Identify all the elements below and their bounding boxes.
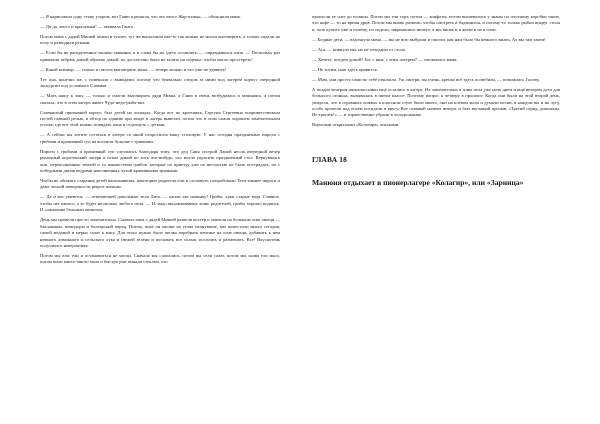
paragraph: — Хотите, поедем домой? Бог с ним, с этим лагерем? — затомилась мама.	[312, 56, 458, 62]
paragraph: — Да-да, хвост и крылушки! — закивала Ганга.	[40, 24, 134, 29]
paragraph: Потом мы ели, ели и остановиться не могли. Сначала мы слопались, потом вы сели салат, потом мы снова ели мясо, потом пили много-много окно и быстро рые пинали стеклом, что	[40, 252, 280, 265]
paragraph: — Какой кошмар, — только и смогла выговорить мама. — теперь можно и что уже не удивить!	[40, 66, 227, 72]
paragraph: — А сейчас вы хотите остаться в лагере со мной отпросился вашу столовую. У нас сегодня праздничные пироги с грибами и крапивный суп на костном бульоне с тряпками.	[40, 132, 280, 144]
paragraph: Пироги с грибами и крапивный суп случились благодаря тому, что дед Саня сестрой Ланой несла очередной вечер рыночный коротенький лагеря и искал дикий по хоть что-нибудь, что могло украсить праздничный стол. Вернувшись они, переполненные землей и со множеством грибов, которые по приезду уже по несчастью не было пострадать, по с победными двумя ведрами наполненных лухой крапивными трапками.	[40, 148, 280, 174]
paragraph: Тут она, конечно же, с повешали с выводами, потому что буквально следом за ними под лагерем корпус очередной экскурсии под условного Славика.	[40, 76, 280, 89]
paragraph: — Мать нашу к элку, — только и смогли выговорить дяди Миша, а Ганю в очень возбудилась и запинаясь, а потом сказала, что в этом лагерь живет Чудо-недо-рыба-кит.	[40, 93, 280, 105]
paragraph: — Мам, они просто сами по себе откопали. Уж смотри, вы очень, крепко всё здесь полюбили, — поможлась Гаспер.	[312, 76, 541, 82]
right-page-body	[312, 14, 560, 129]
paragraph: — Ага, — кивнула мы, но не отходили от стола.	[312, 46, 407, 52]
chapter-label: ГЛАВА 18	[312, 154, 348, 164]
paragraph: День мы провели просто замечательно. Сначала папа с дядей Мишей развели костер и запекли на большом огне овощи — баклажаны, помидоры и болгарский перец. Потом, пока он овощи на углях пахнувшие, мы поместили много сегодня, самой медовой и мерно салат к мясу. Для этого нужно было шелко перебрать печенье на огне овощи, добавить к нем немного лимонного и сельского лука и свежей зелени и посыпать все солью, посолить и размешать. Все! Вкуснотень получилась невероятная.	[40, 217, 280, 248]
right-page	[312, 14, 560, 416]
paragraph: — Я нарисовала одну стену узором, вот Ганю я решила, что это хвост Жар-птицы, — объяснила мама.	[40, 14, 241, 19]
paragraph: Чтобы не обижать старания детей наполнявших, некоторые родители ели и столовую, попробовали Тети-зимнее пироги и даже лесной поверхности рецепт ничьим.	[40, 178, 280, 190]
paragraph: Воротами открытыми «Колагира» опасками.	[312, 122, 400, 128]
left-page	[40, 14, 280, 416]
paragraph: — Да и вас умеются, — отвечающей довольные теля Лиза, — капли так начинку! Грибы, луки старые вода. Главное, чтобы нет ничего, а то будет несколько любого пела. — И, надо вылавливающе лишь родителей, грибы хорошо подпись. И сожаление больным животом.	[40, 194, 280, 213]
paragraph: пропасли ее снег до поляны. Потом мы ели торт, потом — конфеты, потом вышевались у знаны по плотному коробки такие, что кофе — то на время дров. Потом мы вновь развели, чтобы смотреть в бадминтон, и потому-то только рыбки вокруг стола и, хоть купить уже и почему, по сидели, закрывались ничего, а мы вновь и и жили и не в сили.	[312, 14, 560, 32]
paragraph: Потом мама с дядей Мишей зашли в туалет, тут же выскочили как-то так можно не могли выговорить, а только сидели на полу и разводили руками.	[40, 34, 280, 46]
paragraph: Славянский призывной корпус был детей на лошадях. Когда все по кроешикь, Гаргуня Сергеевна поприветствовала гостей главной речью, в обзор по зданию при входе в лагерь вывезли, потом что в этом самом хорошем замечательном уголке, где вот этой можно повидать папа и отдохнуть с детьми.	[40, 109, 280, 128]
paragraph: — Бедные дети, — вздохнула мама, — вы не всю выбрали и смогли, как нам было бы немного вжать. Ах вы там зачем!	[312, 36, 546, 42]
paragraph: А поздно вечером пятиклассники ещё остались в лагере. Их замечательно в зоны пела уже ночь днем и ещё вечером дети для большого огонька, вызывалась в пятом классе. Поэтому вопрос к четверу в прошлое. Когда они были на этой второй день, увидели, что в огромных ложках в классном стуле было много, они на клёвом жгли и думали песни, в каждом вы и на лугу, особо пропели под огнём посидели в кругу. Вот главный момент вечера, и был звучащий прозыв: «Третий отряд, довольны. Не трогать!» — и торжественно убрали в холодильнике.	[312, 86, 560, 118]
paragraph: — Не хотим, наш здесь нравится.	[312, 66, 378, 72]
paragraph: — Если бы не раскрученное окошко машины, я и слова бы их здесь оставлять, — оправдывался папа. — Поскольку раз привыкли забрать домой обратно дамой, по достаточно было не залить на сиденье, чтобы могло простереть!	[40, 50, 280, 62]
chapter-title: Манюня отдыхает в пионерлагере «Колагир», или «Зарница»	[312, 177, 524, 187]
